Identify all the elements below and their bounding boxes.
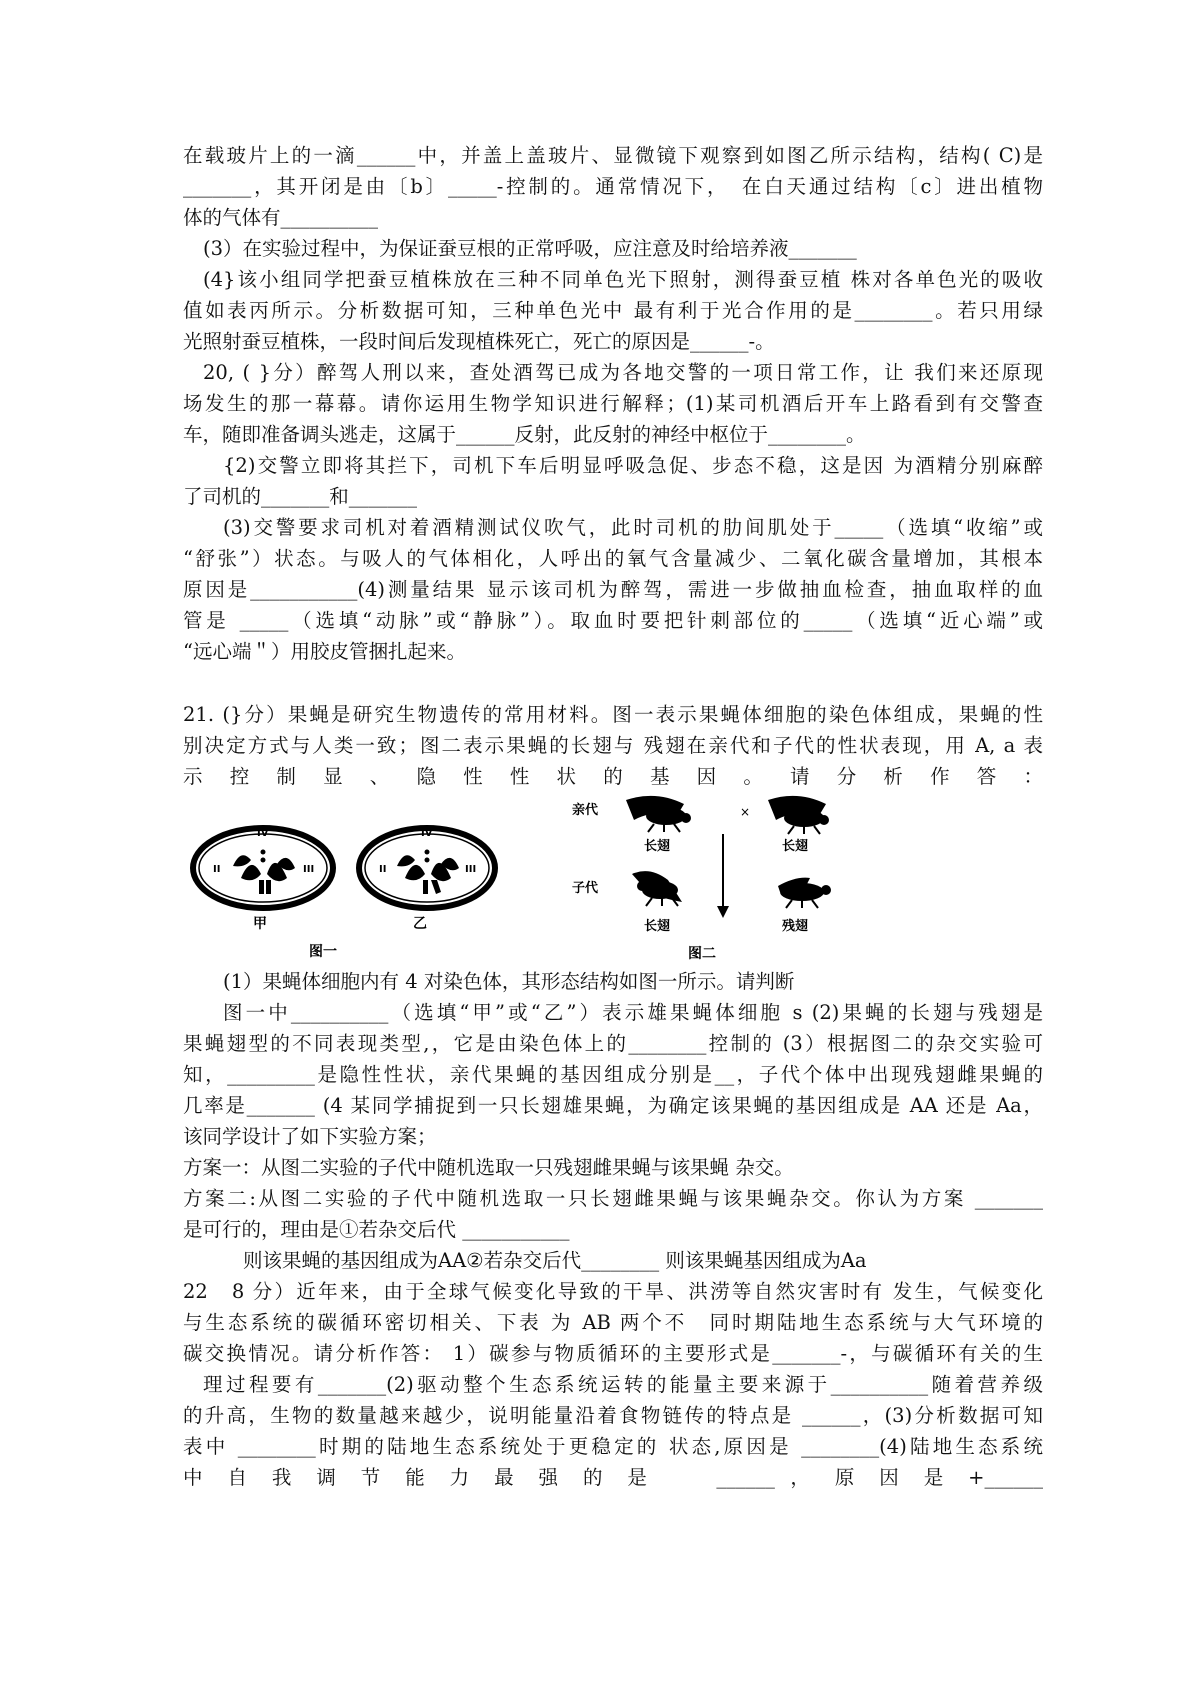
text-line: 在载玻片上的一滴______中，并盖上盖玻片、显微镜下观察到如图乙所示结构，结构( C)是 — [183, 144, 1043, 167]
question-22-title: 22 8 分）近年来，由于全球气候变化导致的干旱、洪涝等自然灾害时有 发生，气候变化 — [183, 1280, 1043, 1303]
text-line: 光照射蚕豆植株，一段时间后发现植株死亡，死亡的原因是______-。 — [183, 330, 775, 353]
cell-yi — [359, 828, 495, 908]
text-line: 该同学设计了如下实验方案； — [183, 1125, 437, 1148]
text-line: 了司机的_______和_______ — [183, 485, 418, 508]
roman-label: III — [303, 864, 315, 875]
text-line: 值如表丙所示。分析数据可知，三种单色光中 最有利于光合作用的是________。若只用绿 — [183, 299, 1043, 322]
spacer — [183, 667, 1043, 699]
text-line: 碳交换情况。请分析作答： 1）碳参与物质循环的主要形式是_______-，与碳循环有关的生 — [183, 1342, 1043, 1365]
child-left-label: 长翅 — [644, 919, 671, 934]
text-line: 果蝇翅型的不同表现类型,，它是由染色体上的________控制的 (3）根据图二的杂交实验可 — [183, 1032, 1043, 1055]
figure-2-fly-cross — [568, 786, 853, 962]
text-line: (1）果蝇体细胞内有 4 对染色体，其形态结构如图一所示。请判断 — [223, 970, 795, 993]
parent-left-label: 长翅 — [644, 839, 671, 854]
question-21-title: 21. (}分）果蝇是研究生物遗传的常用材料。图一表示果蝇体细胞的染色体组成，果蝇的性 — [183, 703, 1043, 726]
text-line: 车，随即准备调头逃走，这属于______反射，此反射的神经中枢位于________。 — [183, 423, 866, 446]
text-line: (4}该小组同学把蚕豆植株放在三种不同单色光下照射，测得蚕豆植 株对各单色光的吸收 — [203, 268, 1043, 291]
text-line: 理过程要有_______(2)驱动整个生态系统运转的能量主要来源于__________随着营养级 — [203, 1373, 1043, 1396]
text-line: 则该果蝇的基因组成为AA②若杂交后代________ 则该果蝇基因组成为Aa — [243, 1249, 867, 1272]
roman-label: II — [213, 864, 221, 875]
text-line: 表中 ________时期的陆地生态系统处于更稳定的 状态,原因是 ________(4)陆地生态系统 — [183, 1435, 1043, 1458]
roman-label: II — [379, 864, 387, 875]
text-line: 与生态系统的碳循环密切相关、下表 为 AB 两个不 同时期陆地生态系统与大气环境的 — [183, 1311, 1043, 1334]
cell-right-label: 乙 — [413, 916, 427, 932]
fly-icon — [632, 871, 682, 906]
child-row-label: 子代 — [572, 881, 599, 896]
text-line: 示 控 制 显 、 隐 性 性 状 的 基 因 。 请 分 析 作 答 ： — [183, 765, 1043, 788]
text-line: (3)交警要求司机对着酒精测试仪吹气，此时司机的肋间肌处于_____（选填“收缩”或 — [223, 516, 1043, 539]
cross-symbol: × — [740, 805, 751, 819]
fly-icon — [626, 796, 691, 832]
figure-1-chromosomes — [183, 794, 513, 962]
text-line: {2)交警立即将其拦下，司机下车后明显呼吸急促、步态不稳，这是因 为酒精分别麻醉 — [223, 454, 1043, 477]
figure-1-caption: 图一 — [309, 944, 337, 960]
question-20-title: 20, ( }分）醉驾人刑以来，查处酒驾已成为各地交警的一项日常工作，让 我们来还原现 — [203, 361, 1043, 384]
text-line: 方案二:从图二实验的子代中随机选取一只长翅雌果蝇与该果蝇杂交。你认为方案 _______ — [183, 1187, 1043, 1210]
child-right-label: 残翅 — [782, 919, 809, 934]
text-line: 知，_________是隐性性状，亲代果蝇的基因组成分别是__，子代个体中出现残翅雌果蝇的 — [183, 1063, 1043, 1086]
text-line: 几率是_______ (4 某同学捕捉到一只长翅雄果蝇，为确定该果蝇的基因组成是 AA 还是 Aa， — [183, 1094, 1043, 1117]
text-line: 体的气体有__________ — [183, 206, 379, 229]
text-line: 的升高，生物的数量越来越少，说明能量沿着食物链传的特点是 ______，(3)分析数据可知 — [183, 1404, 1043, 1427]
text-line: 场发生的那一幕幕。请你运用生物学知识进行解释；(1)某司机酒后开车上路看到有交警查 — [183, 392, 1043, 415]
text-line: “远心端＂）用胶皮管捆扎起来。 — [183, 640, 466, 663]
text-line: (3）在实验过程中，为保证蚕豆根的正常呼吸，应注意及时给培养液_______ — [203, 237, 857, 260]
figure-row — [183, 794, 1043, 962]
text-line: 方案一：从图二实验的子代中随机选取一只残翅雌果蝇与该果蝇 杂交。 — [183, 1156, 794, 1179]
text-line: 别决定方式与人类一致；图二表示果蝇的长翅与 残翅在亲代和子代的性状表现，用 A, a 表 — [183, 734, 1043, 757]
roman-label: IV — [257, 828, 269, 839]
down-arrow-icon — [717, 834, 729, 918]
text-line: 是可行的，理由是①若杂交后代 ___________ — [183, 1218, 570, 1241]
parent-right-label: 长翅 — [782, 839, 809, 854]
text-line: 图一中__________（选填“甲”或“乙”）表示雄果蝇体细胞 s (2)果蝇的长翅与残翅是 — [223, 1001, 1043, 1024]
roman-label: III — [465, 864, 477, 875]
cell-jia — [193, 828, 333, 908]
text-line: 管是 _____（选填“动脉”或“静脉”）。取血时要把针刺部位的_____（选填“近心端”或 — [183, 609, 1043, 632]
fly-icon — [768, 796, 829, 834]
text-line: _______，其开闭是由〔b〕_____-控制的。通常情况下， 在白天通过结构〔c〕进出植物 — [183, 175, 1043, 198]
parent-row-label: 亲代 — [572, 803, 599, 818]
text-line: “舒张”）状态。与吸人的气体相化，人呼出的氧气含量减少、二氧化碳含量增加，其根本 — [183, 547, 1043, 570]
text-line: 原因是___________(4)测量结果 显示该司机为醉驾，需进一步做抽血检查，抽血取样的血 — [183, 578, 1043, 601]
fly-icon — [778, 878, 831, 908]
text-line: 中 自 我 调 节 能 力 最 强 的 是 ______ ， 原 因 是 +______ — [183, 1466, 1043, 1489]
roman-label: IV — [421, 828, 433, 839]
exam-text — [183, 140, 1043, 1493]
cell-left-label: 甲 — [253, 916, 267, 932]
figure-2-caption: 图二 — [688, 946, 716, 962]
